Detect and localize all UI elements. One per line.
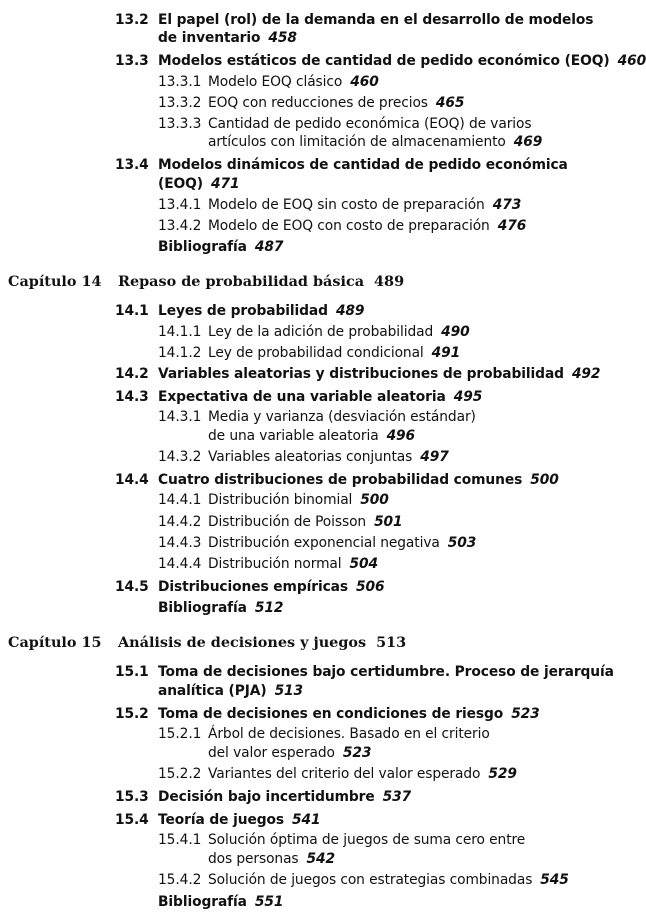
chapter-14-heading: Capítulo 14 Repaso de probabilidad básica 489 (8, 273, 405, 290)
toc-entry-14-1: 14.1 Leyes de probabilidad 489 (115, 303, 365, 319)
toc-entry-14-1-2: 14.1.2 Ley de probabilidad condicional 491 (158, 345, 461, 361)
toc-entry-15-1-cont: analítica (PJA) 513 (158, 683, 304, 699)
toc-entry-14-5: 14.5 Distribuciones empíricas 506 (115, 579, 385, 595)
toc-bibliography-13: Bibliografía 487 (158, 239, 284, 255)
toc-entry-15-3: 15.3 Decisión bajo incertidumbre 537 (115, 789, 412, 805)
toc-entry-15-2-1-cont: del valor esperado 523 (208, 745, 372, 761)
toc-entry-15-2-1: 15.2.1 Árbol de decisiones. Basado en el criterio (158, 726, 490, 742)
toc-entry-15-2-2: 15.2.2 Variantes del criterio del valor esperado 529 (158, 766, 517, 782)
chapter-15-heading: Capítulo 15 Análisis de decisiones y juegos 513 (8, 634, 407, 651)
toc-entry-15-4: 15.4 Teoría de juegos 541 (115, 812, 321, 828)
toc-entry-13-4: 13.4 Modelos dinámicos de cantidad de pedido económica (115, 157, 568, 173)
toc-entry-14-3-1-cont: de una variable aleatoria 496 (208, 428, 416, 444)
toc-entry-14-4-1: 14.4.1 Distribución binomial 500 (158, 492, 389, 508)
toc-entry-14-4-3: 14.4.3 Distribución exponencial negativa 503 (158, 535, 477, 551)
toc-entry-13-4-2: 13.4.2 Modelo de EOQ con costo de preparación 476 (158, 218, 527, 234)
toc-entry-14-4: 14.4 Cuatro distribuciones de probabilidad comunes 500 (115, 472, 559, 488)
toc-entry-15-4-2: 15.4.2 Solución de juegos con estrategias combinadas 545 (158, 872, 569, 888)
toc-entry-13-2: 13.2 El papel (rol) de la demanda en el desarrollo de modelos (115, 12, 594, 28)
toc-entry-15-2: 15.2 Toma de decisiones en condiciones de riesgo 523 (115, 706, 540, 722)
toc-entry-14-1-1: 14.1.1 Ley de la adición de probabilidad 490 (158, 324, 470, 340)
toc-entry-14-3-2: 14.3.2 Variables aleatorias conjuntas 497 (158, 449, 449, 465)
toc-entry-14-3: 14.3 Expectativa de una variable aleatoria 495 (115, 389, 483, 405)
toc-entry-13-3: 13.3 Modelos estáticos de cantidad de pedido económico (EOQ) 460 (115, 53, 646, 69)
toc-entry-15-4-1-cont: dos personas 542 (208, 851, 336, 867)
toc-entry-13-3-3-cont: artículos con limitación de almacenamiento 469 (208, 134, 543, 150)
toc-entry-14-4-4: 14.4.4 Distribución normal 504 (158, 556, 378, 572)
toc-entry-13-4-cont: (EOQ) 471 (158, 176, 240, 192)
toc-entry-15-4-1: 15.4.1 Solución óptima de juegos de suma cero entre (158, 832, 526, 848)
toc-bibliography-14: Bibliografía 512 (158, 600, 284, 616)
toc-bibliography-15: Bibliografía 551 (158, 894, 284, 910)
toc-entry-14-4-2: 14.4.2 Distribución de Poisson 501 (158, 514, 403, 530)
toc-entry-14-2: 14.2 Variables aleatorias y distribuciones de probabilidad 492 (115, 366, 601, 382)
toc-entry-15-1: 15.1 Toma de decisiones bajo certidumbre. Proceso de jerarquía (115, 664, 614, 680)
toc-entry-14-3-1: 14.3.1 Media y varianza (desviación estándar) (158, 409, 476, 425)
toc-entry-13-3-1: 13.3.1 Modelo EOQ clásico 460 (158, 74, 379, 90)
toc-entry-13-4-1: 13.4.1 Modelo de EOQ sin costo de preparación 473 (158, 197, 522, 213)
toc-entry-13-3-2: 13.3.2 EOQ con reducciones de precios 465 (158, 95, 465, 111)
toc-entry-13-3-3: 13.3.3 Cantidad de pedido económica (EOQ) de varios (158, 116, 532, 132)
toc-entry-13-2-cont: de inventario 458 (158, 30, 297, 46)
